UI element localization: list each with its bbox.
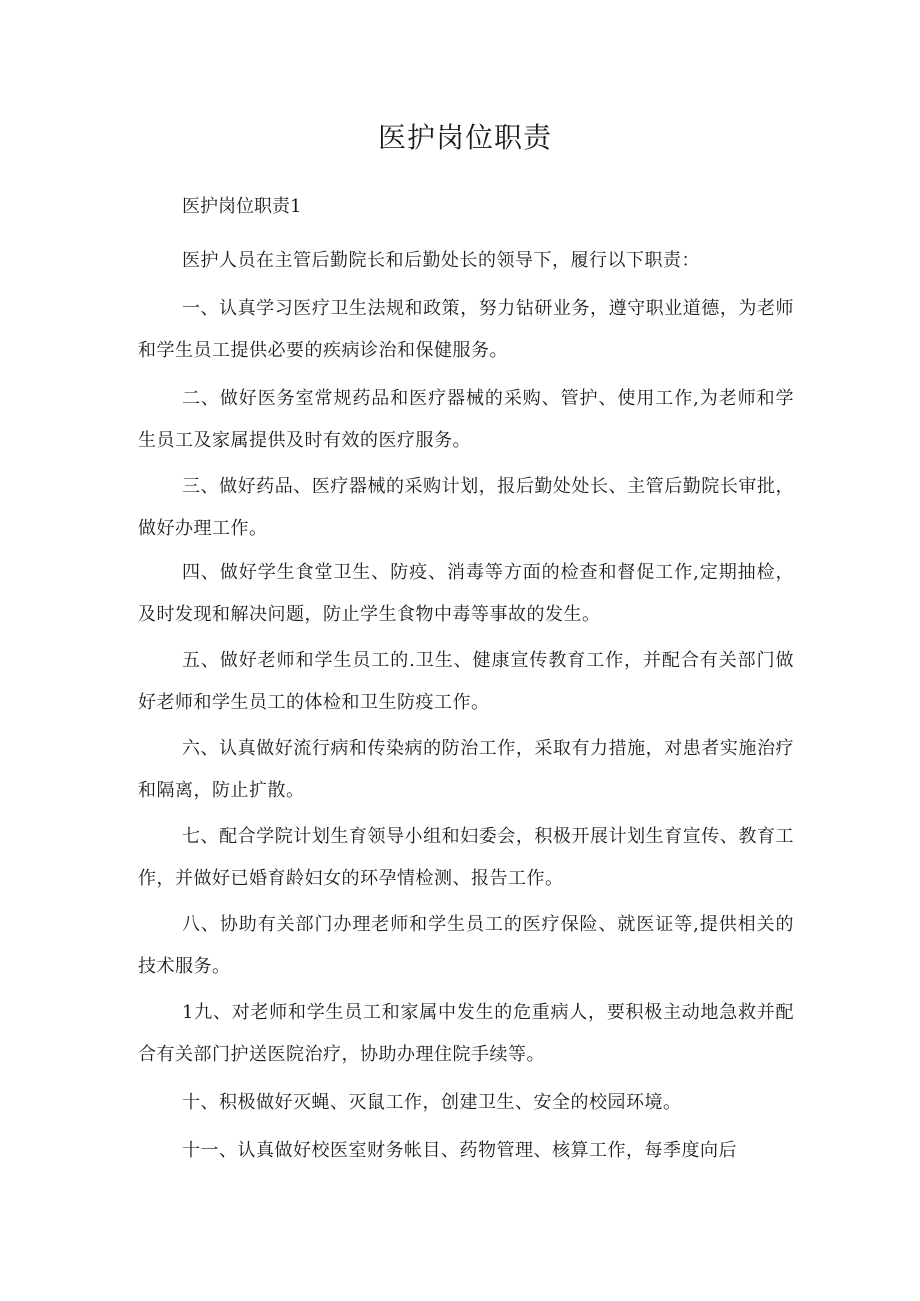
paragraph-duty-9: 1九、对老师和学生员工和家属中发生的危重病人，要积极主动地急救并配合有关部门护送医院治疗，协助办理住院手续等。: [138, 1002, 794, 1065]
paragraph-duty-2: 二、做好医务室常规药品和医疗器械的采购、管护、使用工作,为老师和学生员工及家属提供及时有效的医疗服务。: [138, 388, 794, 451]
paragraph-duty-8: 八、协助有关部门办理老师和学生员工的医疗保险、就医证等,提供相关的技术服务。: [138, 914, 794, 977]
paragraph-duty-6: 六、认真做好流行病和传染病的防治工作，采取有力措施，对患者实施治疗和隔离，防止扩散。: [138, 738, 794, 801]
paragraph-duty-11: 十一、认真做好校医室财务帐目、药物管理、核算工作，每季度向后: [182, 1140, 737, 1161]
paragraph-duty-1: 一、认真学习医疗卫生法规和政策，努力钻研业务，遵守职业道德，为老师和学生员工提供必要的疾病诊治和保健服务。: [138, 298, 794, 361]
section-title: 医护岗位职责1: [182, 196, 302, 217]
paragraph-duty-5: 五、做好老师和学生员工的.卫生、健康宣传教育工作，并配合有关部门做好老师和学生员工的体检和卫生防疫工作。: [138, 650, 794, 713]
paragraph-duty-10: 十、积极做好灭蝇、灭鼠工作，创建卫生、安全的校园环境。: [182, 1092, 682, 1113]
paragraph-duty-7: 七、配合学院计划生育领导小组和妇委会，积极开展计划生育宣传、教育工作，并做好已婚育龄妇女的环孕情检测、报告工作。: [138, 826, 794, 889]
paragraph-duty-4: 四、做好学生食堂卫生、防疫、消毒等方面的检查和督促工作,定期抽检，及时发现和解决问题，防止学生食物中毒等事故的发生。: [138, 562, 794, 625]
paragraph-intro: 医护人员在主管后勤院长和后勤处长的领导下，履行以下职责：: [182, 250, 700, 271]
document-title: 医护岗位职责: [377, 121, 552, 154]
paragraph-duty-3: 三、做好药品、医疗器械的采购计划，报后勤处处长、主管后勤院长审批，做好办理工作。: [138, 476, 794, 539]
